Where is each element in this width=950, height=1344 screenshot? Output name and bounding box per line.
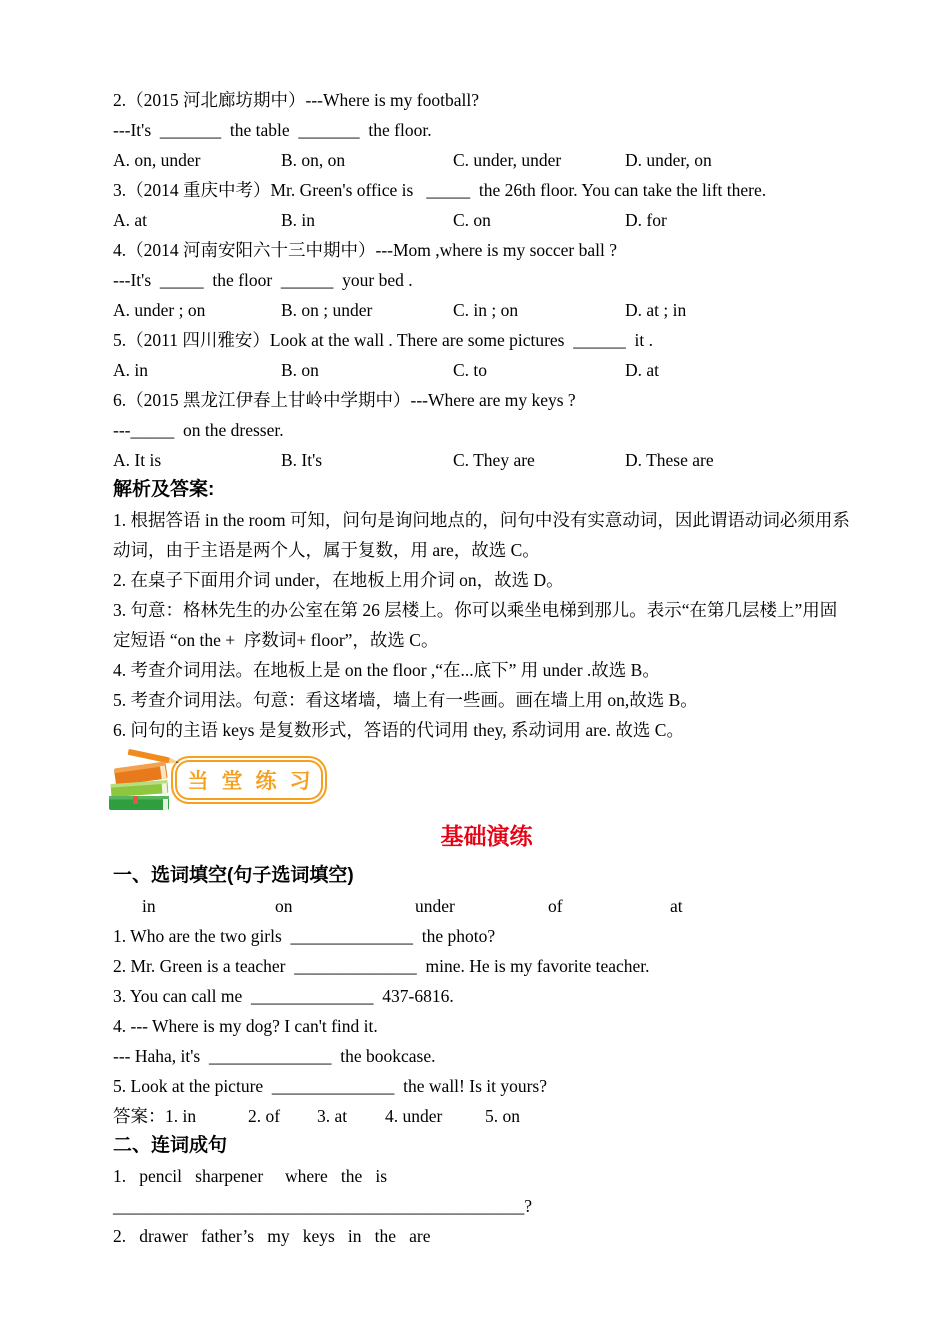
fill-item: 2. Mr. Green is a teacher ______________ mine. He is my favorite teacher. — [113, 956, 650, 976]
books-pencil-icon — [103, 747, 185, 813]
word-bank — [113, 891, 860, 921]
scramble-item: 2. drawer father’s my keys in the are — [113, 1226, 431, 1246]
option-c: C. on — [453, 210, 491, 230]
option-c: C. They are — [453, 450, 535, 470]
mc-q2-stem2: ---It's _______ the table _______ the floor. — [113, 120, 432, 140]
fill-item: 5. Look at the picture ______________ the wall! Is it yours? — [113, 1076, 548, 1096]
mc-q6-stem: 6.（2015 黑龙江伊春上甘岭中学期中）---Where are my keys ? — [113, 390, 576, 410]
analysis-line: 2. 在桌子下面用介词 under，在地板上用介词 on，故选 D。 — [113, 570, 564, 590]
mc-q4-stem: 4.（2014 河南安阳六十三中期中）---Mom ,where is my soccer ball ? — [113, 240, 618, 260]
analysis-line: 4. 考查介词用法。在地板上是 on the floor ,“在...底下” 用 under .故选 B。 — [113, 660, 660, 680]
analysis-line: 动词，由于主语是两个人，属于复数，用 are，故选 C。 — [113, 540, 540, 560]
option-d: D. These are — [625, 450, 714, 470]
mc-q5-options — [113, 355, 860, 385]
word-bank-item: in — [142, 896, 156, 916]
option-d: D. at — [625, 360, 660, 380]
option-a: A. at — [113, 210, 148, 230]
practice-badge — [103, 747, 860, 813]
option-b: B. on — [281, 360, 319, 380]
badge-label: 当堂练习 — [187, 770, 324, 793]
word-bank-item: on — [275, 896, 293, 916]
fill-item: --- Haha, it's ______________ the bookcase. — [113, 1046, 436, 1066]
option-b: B. in — [281, 210, 316, 230]
mc-q6-options — [113, 445, 860, 475]
analysis-line: 定短语 “on the + 序数词+ floor”，故选 C。 — [113, 630, 439, 650]
analysis-line: 3. 句意：格林先生的办公室在第 26 层楼上。你可以乘坐电梯到那儿。表示“在第几层楼上”用固 — [113, 600, 838, 620]
option-a: A. on, under — [113, 150, 201, 170]
answer-item: 5. on — [485, 1106, 520, 1126]
mc-q2-stem: 2.（2015 河北廊坊期中）---Where is my football? — [113, 90, 479, 110]
option-d: D. for — [625, 210, 667, 230]
word-bank-item: under — [415, 896, 455, 916]
answer-item: 1. in — [165, 1106, 197, 1126]
option-d: D. under, on — [625, 150, 712, 170]
word-bank-item: of — [548, 896, 563, 916]
option-c: C. under, under — [453, 150, 562, 170]
section2-heading: 二、连词成句 — [113, 1135, 228, 1156]
fill-item: 1. Who are the two girls ______________ the photo? — [113, 926, 496, 946]
mc-q6-stem2: ---_____ on the dresser. — [113, 420, 284, 440]
answer-item: 3. at — [317, 1106, 348, 1126]
mc-q2-options — [113, 145, 860, 175]
option-a: A. in — [113, 360, 148, 380]
mc-q4-stem2: ---It's _____ the floor ______ your bed . — [113, 270, 413, 290]
word-bank-item: at — [670, 896, 683, 916]
section-title: 基础演练 — [440, 823, 533, 849]
fill-item: 3. You can call me ______________ 437-6816. — [113, 986, 454, 1006]
analysis-line: 6. 问句的主语 keys 是复数形式，答语的代词用 they, 系动词用 are. 故选 C。 — [113, 720, 684, 740]
analysis-line: 5. 考查介词用法。句意：看这堵墙，墙上有一些画。画在墙上用 on,故选 B。 — [113, 690, 698, 710]
badge-frame — [171, 756, 327, 804]
mc-q4-options — [113, 295, 860, 325]
option-c: C. to — [453, 360, 488, 380]
answers-label: 答案： — [113, 1106, 166, 1126]
answer-item: 4. under — [385, 1106, 443, 1126]
option-c: C. in ; on — [453, 300, 519, 320]
option-b: B. on ; under — [281, 300, 373, 320]
answer-blank-line: _______________________________________________? — [113, 1196, 533, 1216]
analysis-line: 1. 根据答语 in the room 可知，问句是询问地点的，问句中没有实意动词，因此谓语动词必须用系 — [113, 510, 850, 530]
option-d: D. at ; in — [625, 300, 687, 320]
option-a: A. under ; on — [113, 300, 206, 320]
answer-item: 2. of — [248, 1106, 281, 1126]
fill-item: 4. --- Where is my dog? I can't find it. — [113, 1016, 378, 1036]
option-a: A. It is — [113, 450, 162, 470]
scramble-item: 1. pencil sharpener where the is — [113, 1166, 388, 1186]
answers-line — [113, 1101, 860, 1131]
analysis-heading: 解析及答案: — [113, 479, 215, 500]
section1-heading: 一、选词填空(句子选词填空) — [113, 865, 354, 886]
option-b: B. It's — [281, 450, 323, 470]
mc-q5-stem: 5.（2011 四川雅安）Look at the wall . There are some pictures ______ it . — [113, 330, 653, 350]
mc-q3-stem: 3.（2014 重庆中考）Mr. Green's office is _____ the 26th floor. You can take the lift there. — [113, 180, 767, 200]
option-b: B. on, on — [281, 150, 346, 170]
mc-q3-options — [113, 205, 860, 235]
